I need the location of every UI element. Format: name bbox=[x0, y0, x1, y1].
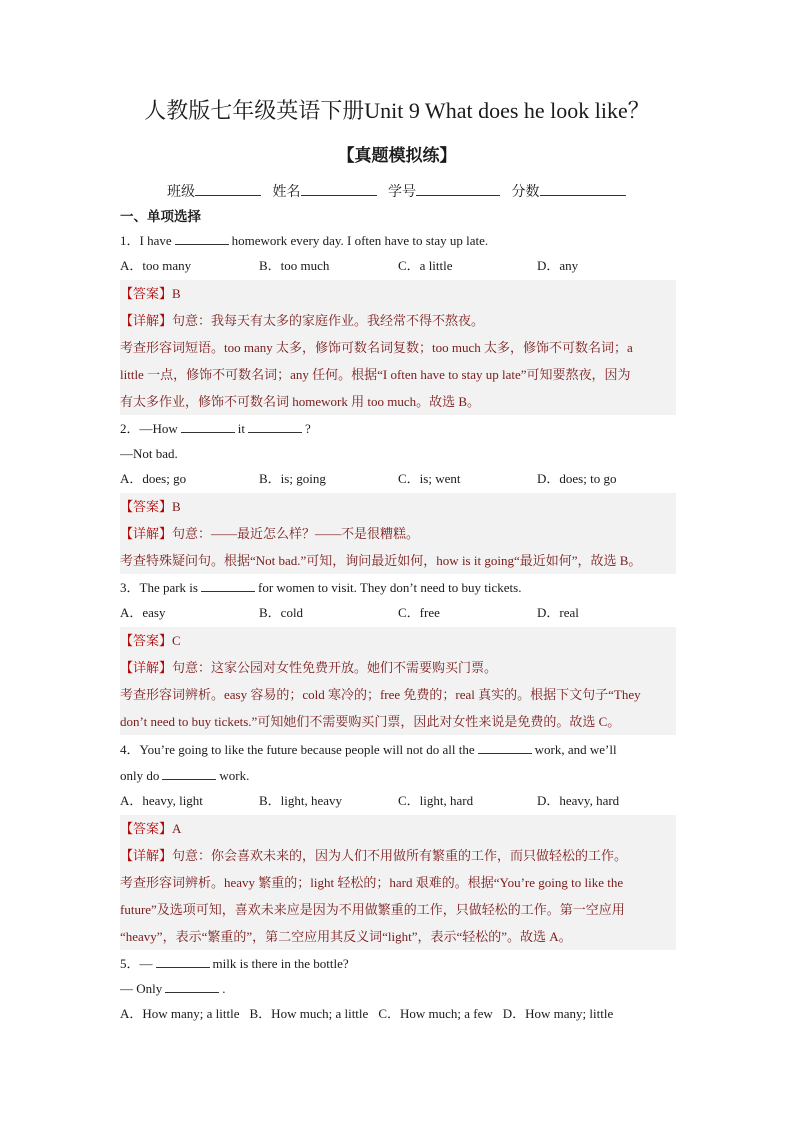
stem-text: it bbox=[237, 421, 246, 436]
stem-text: — Only bbox=[120, 981, 163, 996]
options-row bbox=[120, 600, 676, 626]
explain-line: “heavy”，表示“繁重的”，第二空应用其反义词“light”，表示“轻松的”。故选 A。 bbox=[120, 929, 572, 944]
question-list bbox=[120, 206, 676, 1027]
explain-text: 句意：这家公园对女性免费开放。她们不需要购买门票。 bbox=[172, 660, 498, 675]
stem-text: work, and we’ll bbox=[534, 742, 617, 757]
student-info-row bbox=[167, 180, 634, 204]
explain-line: 考查形容词辨析。easy 容易的；cold 寒冷的；free 免费的；real 真实的。根据下文句子“They bbox=[120, 687, 641, 702]
stem-text: 2．—How bbox=[120, 421, 178, 436]
answer-line bbox=[120, 493, 676, 520]
option-b[interactable]: B．light, heavy bbox=[259, 793, 343, 808]
name-blank[interactable] bbox=[301, 180, 377, 196]
question-3 bbox=[120, 575, 676, 735]
option-d[interactable]: D．real bbox=[537, 605, 579, 620]
option-a[interactable]: A．heavy, light bbox=[120, 793, 203, 808]
answer-blank[interactable] bbox=[175, 232, 229, 245]
explain-text: 句意：我每天有太多的家庭作业。我经常不得不熬夜。 bbox=[172, 313, 485, 328]
number-label: 学号 bbox=[388, 185, 416, 200]
option-c[interactable]: C．a little bbox=[398, 258, 453, 273]
answer-blank[interactable] bbox=[181, 420, 235, 433]
question-stem-reply bbox=[120, 976, 676, 1001]
class-label: 班级 bbox=[167, 185, 195, 200]
answer-line bbox=[120, 627, 676, 654]
answer-blank[interactable] bbox=[201, 579, 255, 592]
question-stem bbox=[120, 416, 676, 441]
explain-text: 句意：——最近怎么样？——不是很糟糕。 bbox=[172, 526, 420, 541]
answer-blank[interactable] bbox=[165, 980, 219, 993]
answer-block bbox=[120, 815, 676, 950]
option-a[interactable]: A．too many bbox=[120, 258, 192, 273]
page-subtitle: 【真题模拟练】 bbox=[337, 146, 457, 165]
explain-line: 考查特殊疑问句。根据“Not bad.”可知，询问最近如何，how is it going“最近如何”，故选 B。 bbox=[120, 553, 642, 568]
stem-text: 4．You’re going to like the future because people will not do all the bbox=[120, 742, 475, 757]
explain-line: don’t need to buy tickets.”可知她们不需要购买门票，因此对女性来说是免费的。故选 C。 bbox=[120, 714, 621, 729]
option-a[interactable]: A．How many; a little bbox=[120, 1006, 240, 1021]
answer-tag: 【答案】 bbox=[120, 499, 173, 514]
question-4 bbox=[120, 736, 676, 950]
stem-text: 1．I have bbox=[120, 233, 172, 248]
answer-block bbox=[120, 627, 676, 735]
explain-line bbox=[120, 520, 676, 547]
explain-line bbox=[120, 307, 676, 334]
options-row bbox=[120, 1001, 676, 1027]
explain-text: 句意：你会喜欢未来的，因为人们不用做所有繁重的工作，而只做轻松的工作。 bbox=[172, 848, 628, 863]
answer-tag: 【答案】 bbox=[120, 821, 173, 836]
options-row bbox=[120, 253, 676, 279]
stem-text: only do bbox=[120, 768, 160, 783]
explain-tag: 【详解】 bbox=[120, 660, 173, 675]
option-a[interactable]: A．does; go bbox=[120, 471, 187, 486]
answer-blank[interactable] bbox=[156, 955, 210, 968]
explain-line: 考查形容词短语。too many 太多，修饰可数名词复数；too much 太多，修饰不可数名词；a bbox=[120, 340, 633, 355]
answer-blank[interactable] bbox=[248, 420, 302, 433]
explain-tag: 【详解】 bbox=[120, 526, 173, 541]
option-b[interactable]: B．too much bbox=[259, 258, 330, 273]
explain-line: 考查形容词辨析。heavy 繁重的；light 轻松的；hard 艰难的。根据“You’re going to like the bbox=[120, 875, 624, 890]
stem-text: milk is there in the bottle? bbox=[212, 956, 349, 971]
options-row bbox=[120, 466, 676, 492]
answer-value: C bbox=[172, 633, 181, 648]
explain-line: 有太多作业，修饰不可数名词 homework 用 too much。故选 B。 bbox=[120, 394, 481, 409]
option-d[interactable]: D．any bbox=[537, 258, 579, 273]
section-heading: 一、单项选择 bbox=[120, 209, 201, 224]
option-d[interactable]: D．heavy, hard bbox=[537, 793, 620, 808]
stem-text: work. bbox=[219, 768, 250, 783]
question-5 bbox=[120, 951, 676, 1027]
explain-line: future”及选项可知，喜欢未来应是因为不用做繁重的工作，只做轻松的工作。第一空应用 bbox=[120, 902, 625, 917]
answer-line bbox=[120, 280, 676, 307]
page-title: 人教版七年级英语下册Unit 9 What does he look like？ bbox=[144, 98, 650, 123]
option-c[interactable]: C．How much; a few bbox=[378, 1006, 493, 1021]
name-label: 姓名 bbox=[272, 185, 301, 200]
explain-line bbox=[120, 842, 676, 869]
answer-tag: 【答案】 bbox=[120, 286, 173, 301]
stem-text: 3．The park is bbox=[120, 580, 198, 595]
score-blank[interactable] bbox=[540, 180, 626, 196]
option-c[interactable]: C．free bbox=[398, 605, 440, 620]
question-stem bbox=[120, 736, 676, 763]
answer-block bbox=[120, 493, 676, 574]
score-label: 分数 bbox=[511, 185, 540, 200]
answer-block bbox=[120, 280, 676, 415]
answer-value: B bbox=[172, 499, 181, 514]
question-stem bbox=[120, 575, 676, 600]
explain-tag: 【详解】 bbox=[120, 848, 173, 863]
explain-line: little 一点，修饰不可数名词；any 任何。根据“I often have to stay up late”可知要熬夜，因为 bbox=[120, 367, 631, 382]
answer-tag: 【答案】 bbox=[120, 633, 173, 648]
option-b[interactable]: B．cold bbox=[259, 605, 304, 620]
option-d[interactable]: D．How many; little bbox=[502, 1006, 614, 1021]
question-stem-reply: —Not bad. bbox=[120, 446, 178, 461]
question-2 bbox=[120, 416, 676, 574]
explain-tag: 【详解】 bbox=[120, 313, 173, 328]
number-blank[interactable] bbox=[416, 180, 500, 196]
option-b[interactable]: B．How much; a little bbox=[249, 1006, 369, 1021]
answer-blank[interactable] bbox=[478, 741, 532, 754]
option-b[interactable]: B．is; going bbox=[259, 471, 326, 486]
question-stem bbox=[120, 228, 676, 253]
stem-text: homework every day. I often have to stay up late. bbox=[231, 233, 489, 248]
option-a[interactable]: A．easy bbox=[120, 605, 166, 620]
question-stem bbox=[120, 951, 676, 976]
option-c[interactable]: C．is; went bbox=[398, 471, 461, 486]
stem-text: 5．— bbox=[120, 956, 153, 971]
option-c[interactable]: C．light, hard bbox=[398, 793, 474, 808]
class-blank[interactable] bbox=[195, 180, 261, 196]
stem-text: ? bbox=[305, 421, 311, 436]
answer-blank[interactable] bbox=[162, 767, 216, 780]
stem-text: for women to visit. They don’t need to buy tickets. bbox=[257, 580, 522, 595]
answer-line bbox=[120, 815, 676, 842]
option-d[interactable]: D．does; to go bbox=[537, 471, 617, 486]
options-row bbox=[120, 788, 676, 814]
stem-text: . bbox=[222, 981, 226, 996]
answer-value: B bbox=[172, 286, 181, 301]
question-1 bbox=[120, 228, 676, 415]
answer-value: A bbox=[172, 821, 182, 836]
question-stem bbox=[120, 763, 676, 788]
explain-line bbox=[120, 654, 676, 681]
